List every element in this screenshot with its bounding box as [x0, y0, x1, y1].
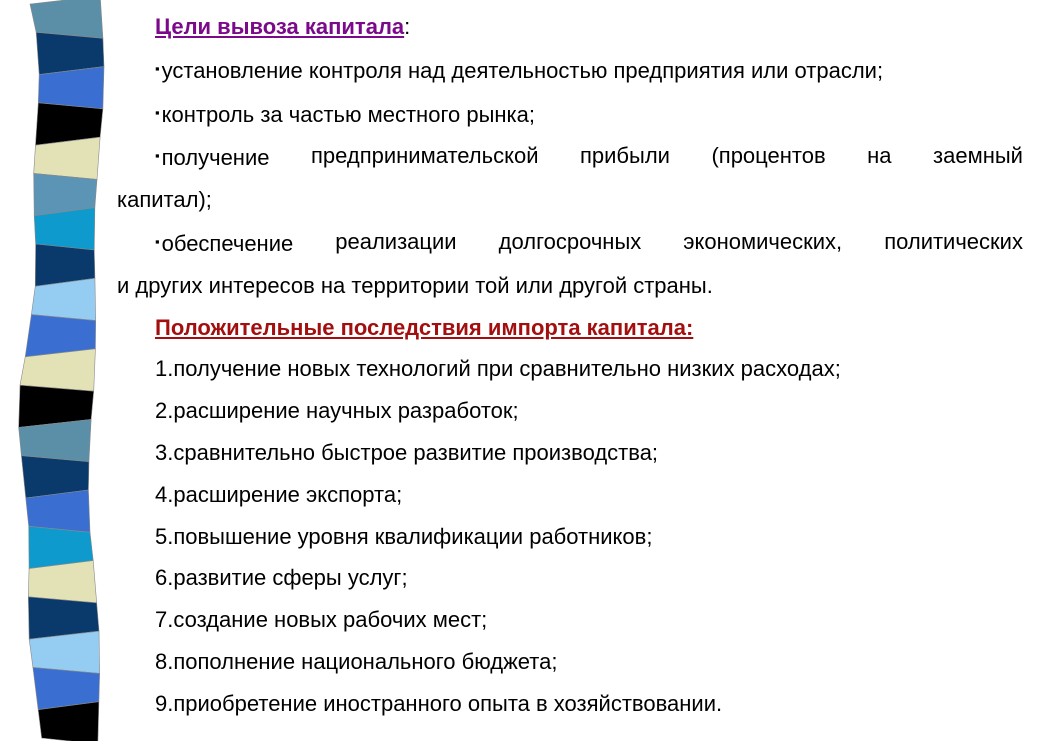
import-effect-item: 1.получение новых технологий при сравнительно низких расходах; [155, 356, 841, 382]
import-effects-heading [117, 307, 1023, 349]
square-bullet-icon: ▪ [155, 60, 160, 76]
export-goal-item: ▪обеспечение реализации долгосрочных экономических, политических [155, 228, 1023, 256]
import-effects-title: Положительные последствия импорта капитала: [155, 314, 694, 340]
import-effect-item: 7.создание новых рабочих мест; [155, 607, 488, 633]
import-effect-item: 9.приобретение иностранного опыта в хозяйствовании. [155, 690, 723, 716]
square-bullet-icon: ▪ [155, 104, 160, 120]
export-goal-item-continuation: и других интересов на территории той или другой страны. [117, 272, 713, 298]
export-goals-heading: Цели вывоза капитала: [155, 14, 411, 39]
slide-content [117, 6, 1023, 725]
import-effect-item: 8.пополнение национального бюджета; [155, 648, 558, 674]
import-effect-item: 6.развитие сферы услуг; [155, 565, 408, 591]
decorative-stripe-band [0, 0, 106, 741]
import-effect-item: 3.сравнительно быстрое развитие производства; [155, 439, 659, 465]
import-effect-item: 4.расширение экспорта; [155, 481, 403, 507]
square-bullet-icon: ▪ [155, 233, 160, 249]
export-goal-item: ▪получение предпринимательской прибыли (процентов на заемный [155, 143, 1023, 171]
export-goal-item-continuation: капитал); [117, 187, 212, 213]
export-goals-title: Цели вывоза капитала [155, 14, 405, 39]
export-goal-item: ▪установление контроля над деятельностью предприятия или отрасли; [155, 57, 884, 83]
import-effect-item: 2.расширение научных разработок; [155, 398, 519, 424]
import-effect-item: 5.повышение уровня квалификации работников; [155, 523, 653, 549]
export-goal-item: ▪контроль за частью местного рынка; [155, 101, 535, 127]
square-bullet-icon: ▪ [155, 148, 160, 164]
